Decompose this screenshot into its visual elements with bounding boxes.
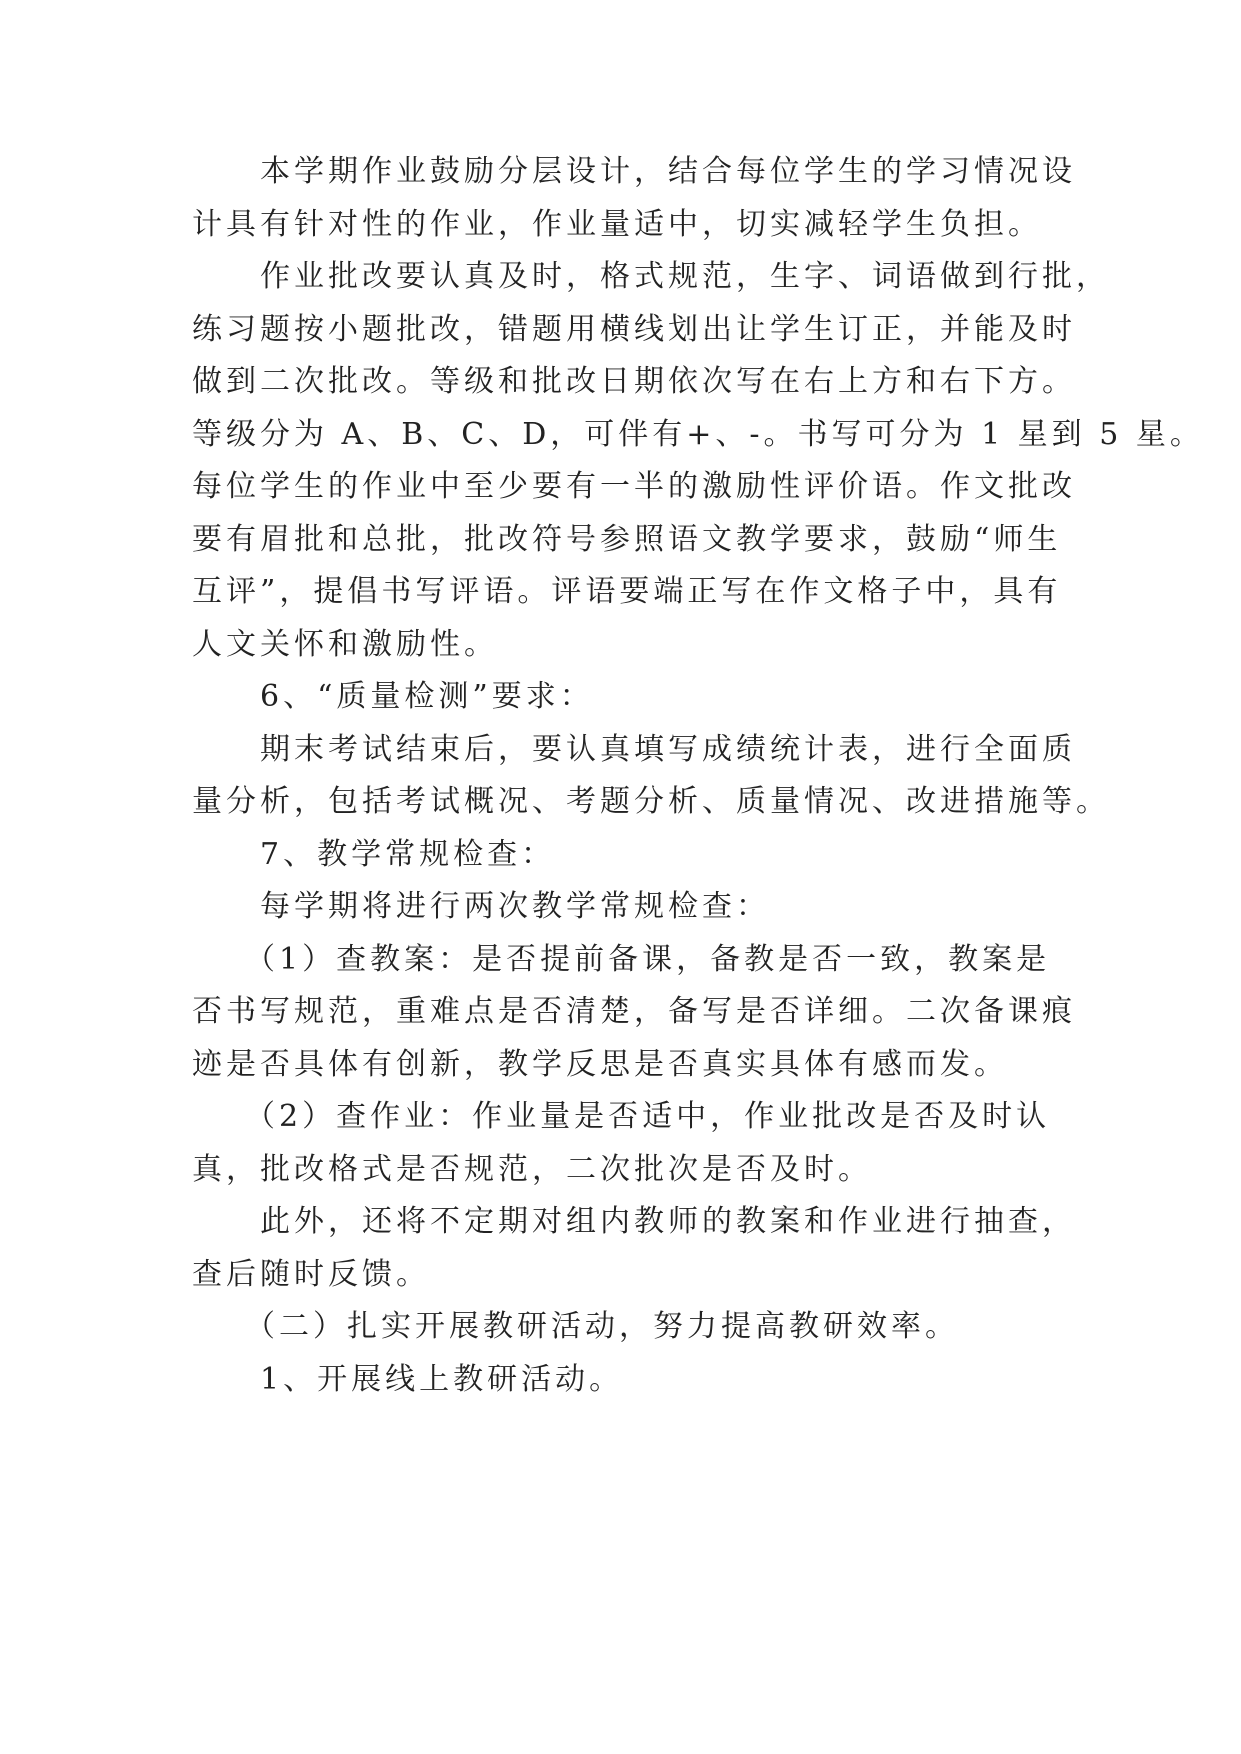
- text-line: 每学期将进行两次教学常规检查：: [192, 889, 770, 924]
- text-line: 期末考试结束后，要认真填写成绩统计表，进行全面质: [192, 732, 1076, 767]
- section-heading: 6、“质量检测”要求：: [192, 679, 594, 714]
- text-line: （2）查作业：作业量是否适中，作业批改是否及时认: [192, 1099, 1051, 1134]
- text-line: 计具有针对性的作业，作业量适中，切实减轻学生负担。: [192, 207, 1042, 242]
- text-line: 等级分为 A、B、C、D，可伴有+、-。书写可分为 1 星到 5 星。: [192, 417, 1204, 452]
- text-line: 做到二次批改。等级和批改日期依次写在右上方和右下方。: [192, 364, 1076, 399]
- text-line: 此外，还将不定期对组内教师的教案和作业进行抽查，: [192, 1204, 1076, 1239]
- text-line: 迹是否具体有创新，教学反思是否真实具体有感而发。: [192, 1047, 1008, 1082]
- text-line: （1）查教案：是否提前备课，备教是否一致，教案是: [192, 942, 1051, 977]
- section-heading: 1、开展线上教研活动。: [192, 1362, 624, 1397]
- text-line: 要有眉批和总批，批改符号参照语文教学要求，鼓励“师生: [192, 522, 1062, 557]
- text-line: 真，批改格式是否规范，二次批次是否及时。: [192, 1152, 872, 1187]
- text-line: 人文关怀和激励性。: [192, 627, 498, 662]
- section-heading: （二）扎实开展教研活动，努力提高教研效率。: [192, 1309, 959, 1344]
- text-line: 作业批改要认真及时，格式规范，生字、词语做到行批，: [192, 259, 1110, 294]
- text-line: 否书写规范，重难点是否清楚，备写是否详细。二次备课痕: [192, 994, 1076, 1029]
- text-line: 量分析，包括考试概况、考题分析、质量情况、改进措施等。: [192, 784, 1110, 819]
- text-line: 每位学生的作业中至少要有一半的激励性评价语。作文批改: [192, 469, 1076, 504]
- section-heading: 7、教学常规检查：: [192, 837, 556, 872]
- text-line: 练习题按小题批改，错题用横线划出让学生订正，并能及时: [192, 312, 1076, 347]
- text-line: 查后随时反馈。: [192, 1257, 430, 1292]
- text-line: 互评”，提倡书写评语。评语要端正写在作文格子中，具有: [192, 574, 1062, 609]
- text-line: 本学期作业鼓励分层设计，结合每位学生的学习情况设: [192, 154, 1076, 189]
